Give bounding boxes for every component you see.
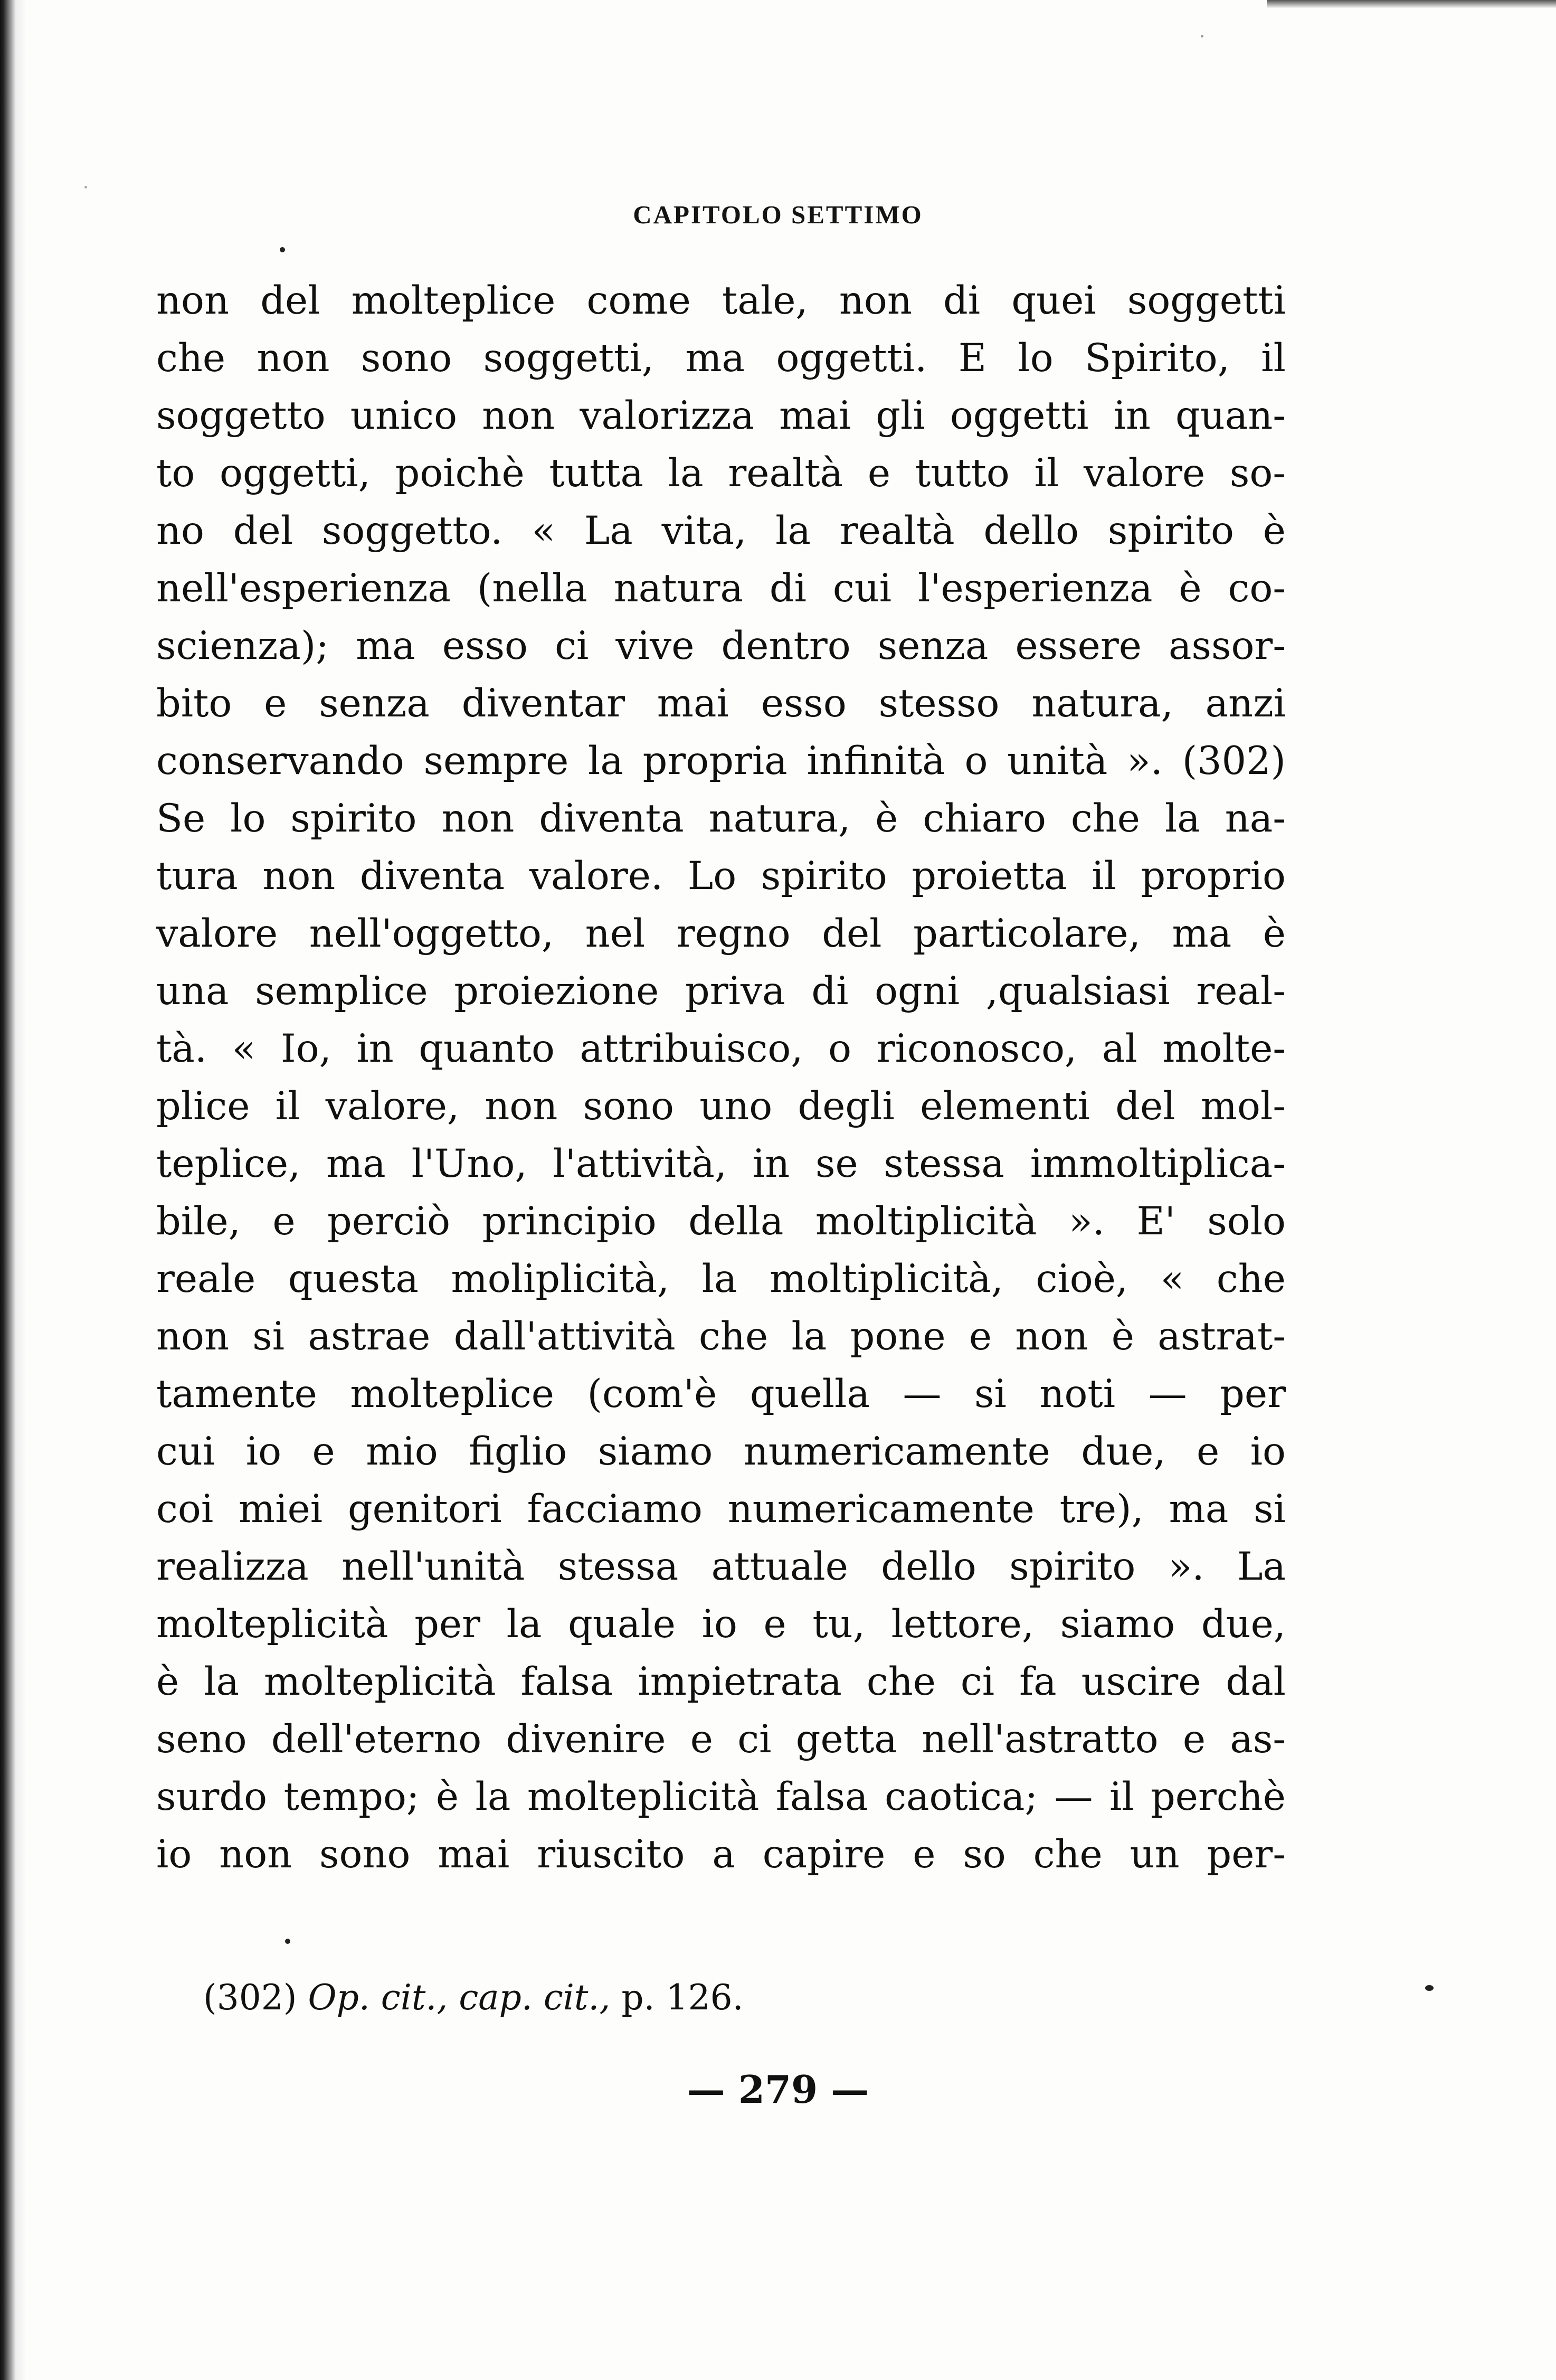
running-header: CAPITOLO SETTIMO [633,200,923,229]
footnote [203,1977,744,2018]
scan-speck [285,1939,290,1944]
text-line: nell'esperienza (nella natura di cui l'esperienza è co- [156,566,1286,611]
scan-speck [84,186,87,188]
text-line: scienza); ma esso ci vive dentro senza essere assor- [156,624,1286,668]
scan-speck [1201,35,1203,37]
text-line: tà. « Io, in quanto attribuisco, o riconosco, al molte- [156,1026,1286,1071]
page-top-edge-shadow [1267,0,1556,8]
text-line: bile, e perciò principio della moltiplicità ». E' solo [156,1199,1286,1244]
text-line: Se lo spirito non diventa natura, è chiaro che la na- [156,796,1286,841]
text-line: conservando sempre la propria infinità o unità ». (302) [156,739,1286,783]
footnote-citation: Op. cit., cap. cit., [308,1977,611,2018]
text-line: bito e senza diventar mai esso stesso natura, anzi [156,681,1286,726]
text-line: to oggetti, poichè tutta la realtà e tutto il valore so- [156,451,1286,496]
text-line: valore nell'oggetto, nel regno del particolare, ma è [156,911,1286,956]
text-line: una semplice proiezione priva di ogni ,qualsiasi real- [156,969,1286,1014]
text-line: che non sono soggetti, ma oggetti. E lo Spirito, il [156,336,1286,381]
page-left-edge-shadow [0,0,26,2380]
text-line: soggetto unico non valorizza mai gli oggetti in quan- [156,393,1286,438]
text-line: tura non diventa valore. Lo spirito proietta il proprio [156,854,1286,899]
text-line: reale questa moliplicità, la moltiplicità, cioè, « che [156,1257,1286,1301]
text-line: surdo tempo; è la molteplicità falsa caotica; — il perchè [156,1774,1286,1819]
text-line: molteplicità per la quale io e tu, lettore, siamo due, [156,1602,1286,1647]
text-line: io non sono mai riuscito a capire e so che un per- [156,1832,1286,1877]
text-line: cui io e mio figlio siamo numericamente due, e io [156,1429,1286,1474]
scan-speck [280,247,285,252]
text-line: seno dell'eterno divenire e ci getta nell'astratto e as- [156,1717,1286,1762]
text-line: teplice, ma l'Uno, l'attività, in se stessa immoltiplica- [156,1141,1286,1186]
body-text [156,272,1286,1883]
page-number: — 279 — [687,2067,869,2112]
text-line: realizza nell'unità stessa attuale dello spirito ». La [156,1544,1286,1589]
text-line: tamente molteplice (com'è quella — si noti — per [156,1372,1286,1416]
text-line: plice il valore, non sono uno degli elementi del mol- [156,1084,1286,1129]
text-line: coi miei genitori facciamo numericamente tre), ma si [156,1487,1286,1532]
footnote-page: p. 126. [621,1977,744,2018]
text-line: non del molteplice come tale, non di quei soggetti [156,278,1286,323]
text-line: no del soggetto. « La vita, la realtà dello spirito è [156,508,1286,553]
footnote-number: (302) [203,1977,297,2018]
scan-speck [1425,1985,1434,1991]
text-line: è la molteplicità falsa impietrata che ci fa uscire dal [156,1659,1286,1704]
text-line: non si astrae dall'attività che la pone e non è astrat- [156,1314,1286,1359]
